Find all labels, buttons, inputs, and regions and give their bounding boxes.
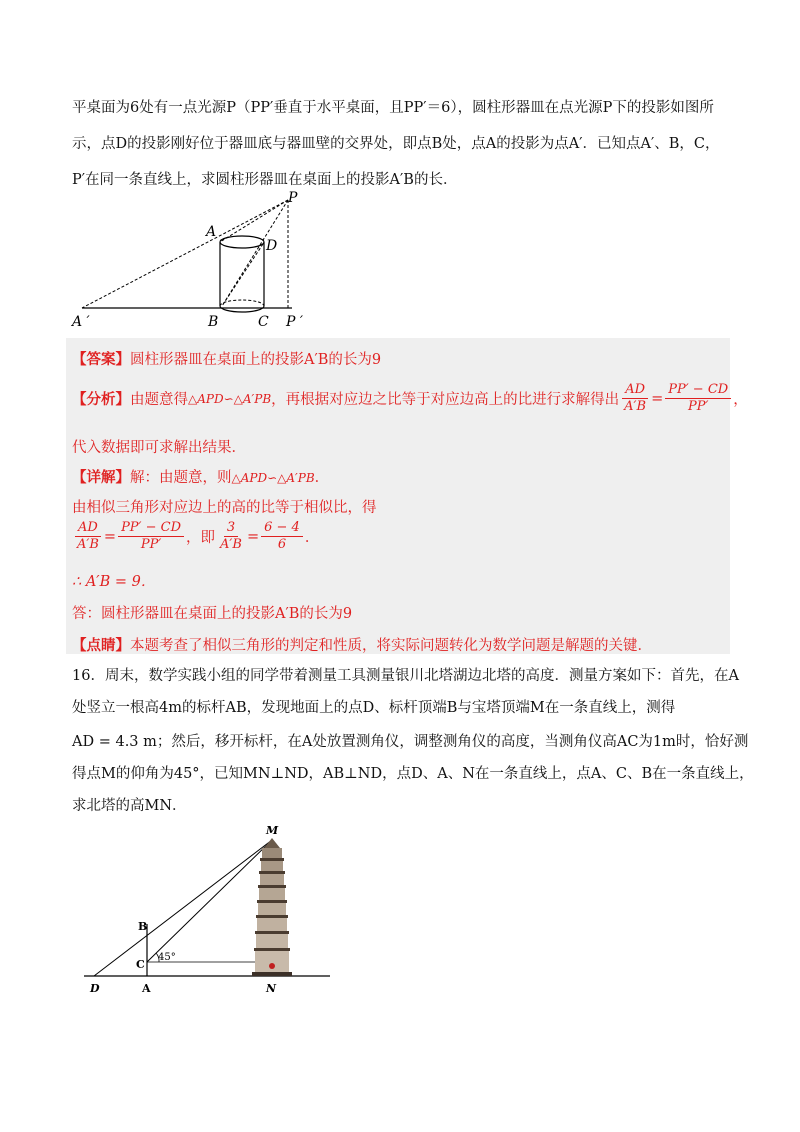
- label-a-prime: A ′: [72, 314, 90, 330]
- analysis-similar: △APD∽△A′PB: [188, 391, 272, 406]
- problem16-line1: 16．周末，数学实践小组的同学带着测量工具测量银川北塔湖边北塔的高度．测量方案如下：首先，在A: [72, 668, 739, 684]
- analysis-text-b: ，再根据对应边之比等于对应边高上的比进行求解得出: [271, 392, 620, 408]
- line-pa1: [82, 200, 288, 308]
- label-a: A: [206, 224, 217, 240]
- ji-text: ，即: [186, 530, 216, 546]
- label-angle: 45°: [158, 952, 176, 963]
- answer-tag: 【答案】: [72, 351, 130, 368]
- detail-tag: 【详解】: [72, 469, 130, 486]
- detail-line: [72, 466, 329, 487]
- analysis-line-2: 代入数据即可求解出结果．: [72, 440, 246, 456]
- problem16-line3: AD = 4.3 m；然后，移开标杆，在A处放置测角仪，调整测角仪的高度，当测角仪高AC为1m时，恰好测: [72, 734, 749, 750]
- label-p: P: [288, 190, 298, 206]
- analysis-line: [72, 382, 748, 415]
- label-a-2: A: [142, 982, 151, 995]
- label-c: C: [258, 314, 269, 330]
- line-pb: [222, 200, 288, 306]
- equals-sign-2: =: [103, 528, 117, 545]
- equals-sign-3: =: [246, 528, 260, 545]
- detail-line-2: 由相似三角形对应边上的高的比等于相似比，得: [72, 500, 377, 516]
- label-n: N: [266, 982, 277, 995]
- analysis-fraction-1: $\frac{AD}{A'B}$: [624, 382, 647, 414]
- problem16-line2: 处竖立一根高4m的标杆AB，发现地面上的点D、标杆顶端B与宝塔顶端M在一条直线上，测得: [72, 700, 676, 716]
- detail-fraction-2: $\frac{PP' - CD}{PP'}$: [118, 520, 184, 553]
- point-line: [72, 634, 652, 655]
- label-d-2: D: [90, 982, 100, 995]
- comma: ，: [733, 392, 748, 408]
- cylinder-top: [220, 236, 264, 248]
- detail-similar: △APD∽△A′PB: [231, 471, 315, 485]
- equals-sign: =: [651, 390, 664, 407]
- line-cm: [147, 840, 272, 962]
- analysis-fraction-2: $\frac{PP' - CD}{PP'}$: [665, 382, 731, 415]
- period: ．: [314, 470, 330, 486]
- result-line: ∴ A′B = 9．: [72, 574, 156, 590]
- detail-equation: [72, 520, 319, 553]
- figure-pagoda: [80, 822, 340, 1002]
- period-2: ．: [304, 530, 320, 546]
- line-pd: [220, 200, 288, 242]
- problem15-line1: 平桌面为6处有一点光源P（PP′垂直于水平桌面，且PP′＝6），圆柱形器皿在点光源P下的投影如图所: [72, 100, 714, 116]
- detail-text-a: 解：由题意，则: [130, 470, 232, 486]
- detail-fraction-3: $\frac{3}{A'B}$: [220, 520, 242, 552]
- label-d: D: [266, 238, 278, 254]
- analysis-text-a: 由题意得: [130, 392, 188, 408]
- detail-fraction-4: $\frac{6 - 4}{6}$: [261, 520, 303, 553]
- label-b-2: B: [138, 920, 148, 933]
- pagoda-image: [252, 838, 292, 976]
- detail-fraction-1: $\frac{AD}{A'B}$: [77, 520, 99, 552]
- label-p-prime: P ′: [286, 314, 304, 330]
- point-tag: 【点睛】: [72, 637, 130, 654]
- label-m: M: [266, 824, 279, 837]
- final-tag: 答：: [72, 606, 101, 622]
- problem16-line5: 求北塔的高MN．: [72, 798, 187, 814]
- answer-text: 圆柱形器皿在桌面上的投影A′B的长为9: [130, 352, 382, 368]
- line-dm: [94, 840, 272, 976]
- final-text: 圆柱形器皿在桌面上的投影A′B的长为9: [101, 606, 353, 622]
- label-c-2: C: [136, 958, 145, 971]
- problem15-line3: P′在同一条直线上，求圆柱形器皿在桌面上的投影A′B的长．: [72, 172, 458, 188]
- cylinder-bottom-back: [220, 300, 264, 306]
- final-answer-line: [72, 602, 352, 623]
- answer-line: [72, 348, 381, 369]
- line-db: [222, 244, 263, 306]
- analysis-tag: 【分析】: [72, 391, 130, 408]
- point-text: 本题考查了相似三角形的判定和性质，将实际问题转化为数学问题是解题的关键．: [130, 638, 652, 654]
- label-b: B: [208, 314, 219, 330]
- figure-cylinder-projection: [60, 188, 320, 333]
- problem16-line4: 得点M的仰角为45°，已知MN⊥ND，AB⊥ND，点D、A、N在一条直线上，点A、C、B在一条直线上，: [72, 766, 754, 782]
- problem15-line2: 示，点D的投影刚好位于器皿底与器皿壁的交界处，即点B处，点A的投影为点A′．已知点A′、B，C，: [72, 136, 720, 152]
- cylinder-bottom-front: [220, 306, 264, 312]
